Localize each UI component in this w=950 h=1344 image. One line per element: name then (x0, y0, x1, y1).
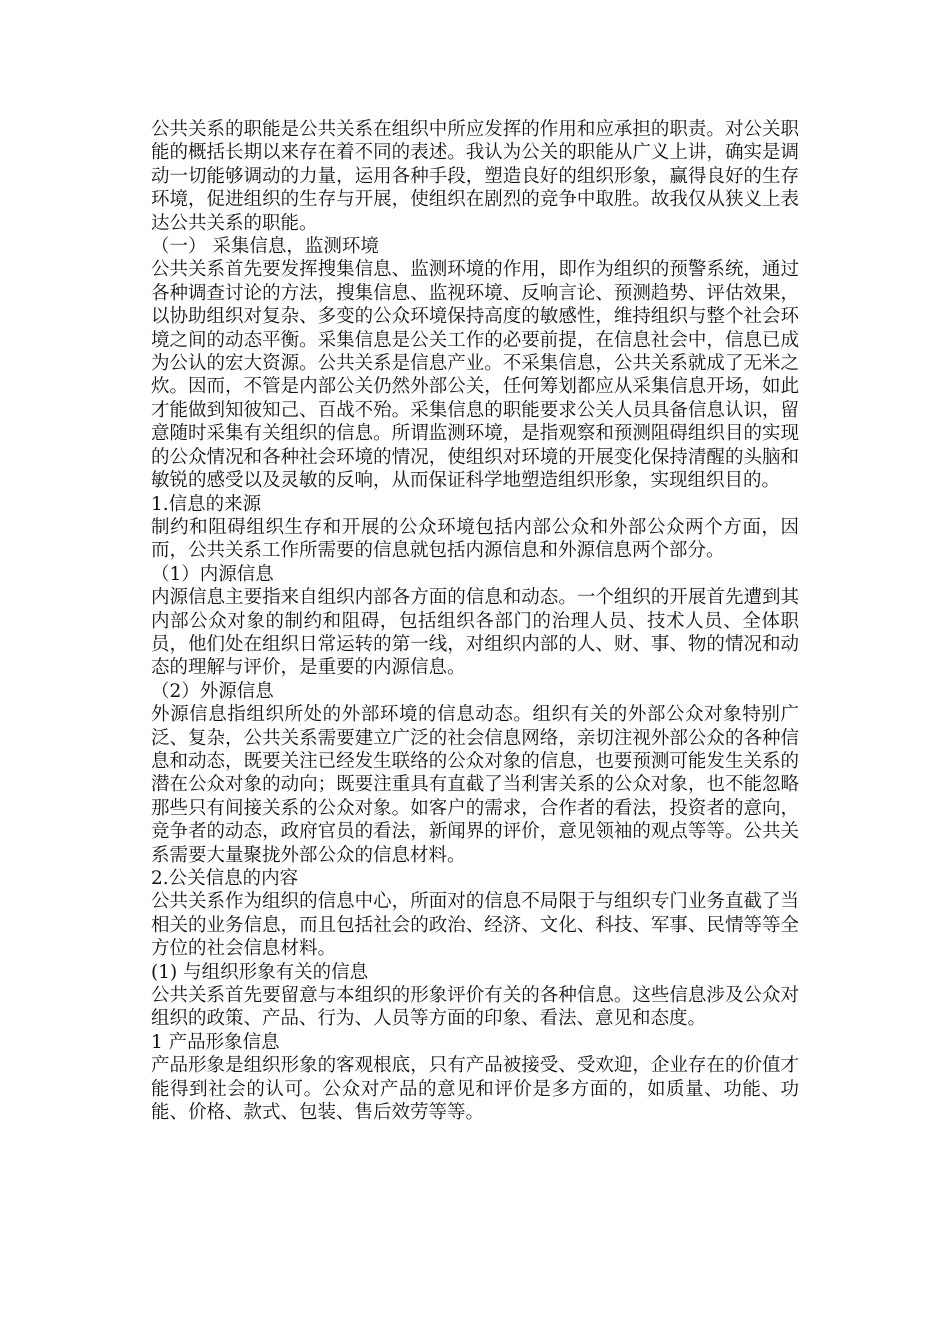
subheading-internal-info: （1）内源信息 (151, 563, 274, 585)
section-heading-collect-info: （一） 采集信息，监测环境 (151, 236, 379, 258)
pr-info-content-paragraph: 公共关系作为组织的信息中心，所面对的信息不局限于与组织专门业务直截了当相关的业务信息，而且包括社会的政治、经济、文化、科技、军事、民情等等全方位的社会信息材料。 (151, 891, 799, 960)
product-image-info-paragraph: 产品形象是组织形象的客观根底，只有产品被接受、受欢迎，企业存在的价值才能得到社会的认可。公众对产品的意见和评价是多方面的，如质量、功能、功能、价格、款式、包装、售后效劳等等。 (151, 1055, 799, 1124)
internal-info-paragraph: 内源信息主要指来自组织内部各方面的信息和动态。一个组织的开展首先遭到其内部公众对象的制约和阻碍，包括组织各部门的治理人员、技术人员、全体职员，他们处在组织日常运转的第一线，对组织内部的人、财、事、物的情况和动态的理解与评价，是重要的内源信息。 (151, 587, 799, 679)
intro-paragraph: 公共关系的职能是公共关系在组织中所应发挥的作用和应承担的职责。对公关职能的概括长期以来存在着不同的表述。我认为公关的职能从广义上讲，确实是调动一切能够调动的力量，运用各种手段，塑造良好的组织形象，赢得良好的生存环境，促进组织的生存与开展，使组织在剧烈的竞争中取胜。故我仅从狭义上表达公共关系的职能。 (151, 119, 799, 234)
info-source-paragraph: 制约和阻碍组织生存和开展的公众环境包括内部公众和外部公众两个方面，因而，公共关系工作所需要的信息就包括内源信息和外源信息两个部分。 (151, 516, 799, 562)
subheading-info-source: 1.信息的来源 (151, 493, 262, 515)
collect-info-paragraph: 公共关系首先要发挥搜集信息、监测环境的作用，即作为组织的预警系统，通过各种调查讨论的方法，搜集信息、监视环境、反响言论、预测趋势、评估效果，以协助组织对复杂、多变的公众环境保持高度的敏感性，维持组织与整个社会环境之间的动态平衡。采集信息是公关工作的必要前提，在信息社会中，信息已成为公认的宏大资源。公共关系是信息产业。不采集信息，公共关系就成了无米之炊。因而，不管是内部公关仍然外部公关，任何筹划都应从采集信息开场，如此才能做到知彼知己、百战不殆。采集信息的职能要求公关人员具备信息认识，留意随时采集有关组织的信息。所谓监测环境，是指观察和预测阻碍组织目的实现的公众情况和各种社会环境的情况，使组织对环境的开展变化保持清醒的头脑和敏锐的感受以及灵敏的反响，从而保证科学地塑造组织形象，实现组织目的。 (151, 259, 799, 492)
external-info-paragraph: 外源信息指组织所处的外部环境的信息动态。组织有关的外部公众对象特别广泛、复杂，公共关系需要建立广泛的社会信息网络，亲切注视外部公众的各种信息和动态，既要关注已经发生联络的公众对象的信息，也要预测可能发生关系的潜在公众对象的动向；既要注重具有直截了当利害关系的公众对象，也不能忽略那些只有间接关系的公众对象。如客户的需求，合作者的看法，投资者的意向，竞争者的动态，政府官员的看法，新闻界的评价，意见领袖的观点等等。公共关系需要大量聚拢外部公众的信息材料。 (151, 704, 799, 866)
subheading-product-image-info: 1 产品形象信息 (151, 1031, 280, 1053)
org-image-info-paragraph: 公共关系首先要留意与本组织的形象评价有关的各种信息。这些信息涉及公众对组织的政策、产品、行为、人员等方面的印象、看法、意见和态度。 (151, 985, 799, 1030)
document-body (151, 118, 799, 1124)
subheading-org-image-info: (1) 与组织形象有关的信息 (151, 961, 369, 983)
subheading-external-info: （2）外源信息 (151, 680, 274, 702)
subheading-pr-info-content: 2.公关信息的内容 (151, 868, 299, 889)
